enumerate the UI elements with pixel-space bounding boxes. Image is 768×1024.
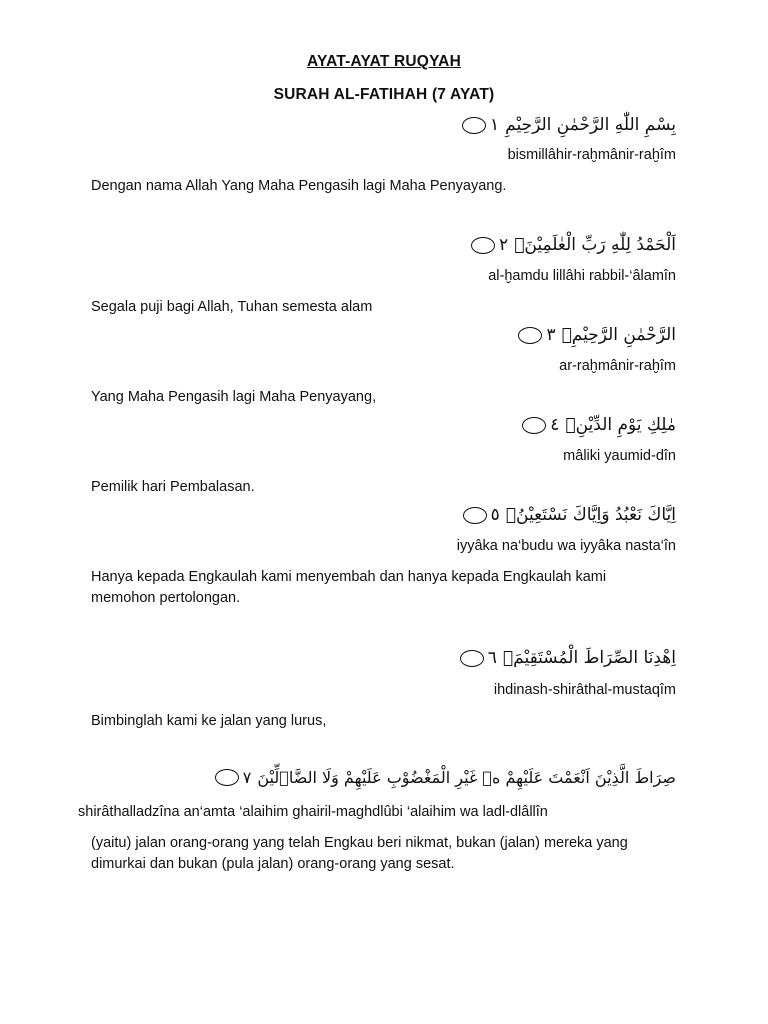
verse-1-number: ١ (489, 115, 500, 135)
verse-1-translation: Dengan nama Allah Yang Maha Pengasih lagi Maha Penyayang. (91, 178, 507, 194)
ayah-end-marker-icon (471, 237, 495, 254)
ayah-end-marker-icon (518, 327, 542, 344)
verse-1-arabic-text: بِسْمِ اللّٰهِ الرَّحْمٰنِ الرَّحِيْمِ (505, 115, 676, 135)
verse-3-transliteration: ar-raḫmânir-raḫîm (559, 358, 676, 374)
verse-4-transliteration: mâliki yaumid-dîn (563, 448, 676, 464)
verse-5-arabic-text: اِيَّاكَ نَعْبُدُ وَاِيَّاكَ نَسْتَعِيْنُۗ (505, 505, 676, 525)
ayah-end-marker-icon (463, 507, 487, 524)
ayah-end-marker-icon (215, 769, 239, 786)
verse-3-translation: Yang Maha Pengasih lagi Maha Penyayang, (91, 389, 377, 405)
verse-5-transliteration: iyyâka na‘budu wa iyyâka nasta‘în (456, 538, 676, 554)
verse-3-arabic-text: الرَّحْمٰنِ الرَّحِيْمِۙ (561, 325, 676, 345)
verse-1-arabic (462, 115, 676, 135)
verse-5-translation: Hanya kepada Engkaulah kami menyembah dan hanya kepada Engkaulah kami memohon pertolongan. (91, 569, 607, 606)
verse-6-arabic-text: اِهْدِنَا الصِّرَاطَ الْمُسْتَقِيْمَۙ (502, 648, 676, 668)
ayah-end-marker-icon (460, 650, 484, 667)
verse-2-number: ٢ (499, 235, 509, 255)
verse-2-transliteration: al-ḫamdu lillâhi rabbil-‘âlamîn (488, 268, 676, 284)
verse-4-arabic (522, 415, 676, 435)
verse-4-number: ٤ (550, 415, 560, 435)
verse-7-arabic (215, 768, 676, 787)
document-title: AYAT-AYAT RUQYAH (307, 53, 461, 70)
verse-4-translation: Pemilik hari Pembalasan. (91, 479, 255, 495)
verse-5-number: ٥ (490, 505, 500, 525)
verse-1-transliteration: bismillâhir-raḫmânir-raḫîm (507, 147, 676, 163)
ayah-end-marker-icon (462, 117, 486, 134)
verse-2-translation: Segala puji bagi Allah, Tuhan semesta alam (91, 299, 373, 315)
verse-6-transliteration: ihdinash-shirâthal-mustaqîm (493, 682, 676, 698)
verse-7-transliteration: shirâthalladzîna an‘amta ‘alaihim ghairil-maghdlûbi ‘alaihim wa ladl-dlâllîn (78, 804, 548, 820)
verse-2-arabic-text: اَلْحَمْدُ لِلّٰهِ رَبِّ الْعٰلَمِيْنَۙ (514, 235, 676, 255)
verse-4-arabic-text: مٰلِكِ يَوْمِ الدِّيْنِۗ (565, 415, 676, 435)
verse-7-arabic-text: صِرَاطَ الَّذِيْنَ اَنْعَمْتَ عَلَيْهِمْ ەۙ غَيْرِ الْمَغْضُوْبِ عَلَيْهِمْ وَلَا الضَّاۤلِّيْنَ (257, 768, 676, 787)
verse-6-number: ٦ (487, 648, 497, 668)
document-subtitle: SURAH AL-FATIHAH (7 AYAT) (273, 86, 495, 103)
verse-2-arabic (471, 235, 676, 255)
verse-3-number: ٣ (546, 325, 556, 345)
verse-3-arabic (518, 325, 676, 345)
verse-6-translation: Bimbinglah kami ke jalan yang lurus, (91, 713, 327, 729)
verse-7-number: ٧ (242, 768, 252, 787)
verse-7-translation: (yaitu) jalan orang-orang yang telah Engkau beri nikmat, bukan (jalan) mereka yang dimurkai dan bukan (pula jalan) orang-orang yang sesat. (91, 835, 628, 872)
ayah-end-marker-icon (522, 417, 546, 434)
verse-5-arabic (463, 505, 676, 525)
verse-6-arabic (460, 648, 676, 668)
